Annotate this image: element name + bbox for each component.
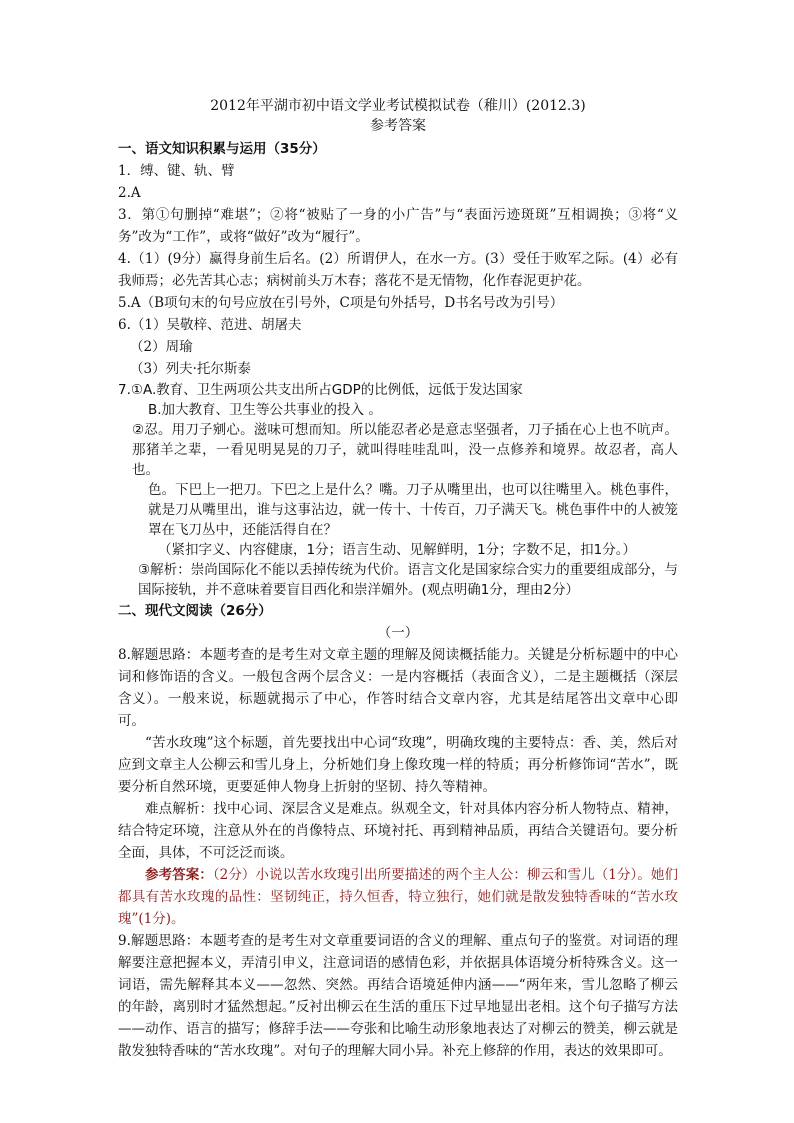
answer-7-2c: （紧扣字义、内容健康，1分；语言生动、见解鲜明，1分；字数不足，扣1分。） (158, 542, 637, 558)
answer-7-2b: 色。下巴上一把刀。下巴之上是什么？嘴。刀子从嘴里出，也可以往嘴里入。桃色事件，就是刀从嘴里出，谁与这事沾边，就一传十、十传百，刀子满天飞。桃色事件中的人被笼罩在飞刀丛中，还能活得自在？ (148, 482, 678, 538)
answer-7-2a: ②忍。用刀子剜心。滋味可想而知。所以能忍者必是意志坚强者，刀子插在心上也不吭声。那猪羊之辈，一看见明晃晃的刀子，就叫得哇哇乱叫，没一点修养和境界。故忍者，高人也。 (132, 422, 678, 478)
answer-6-1: 6.（1）吴敬梓、范进、胡屠夫 (118, 317, 302, 333)
reference-answer-text: （2分）小说以苦水玫瑰引出所要描述的两个主人公：柳云和雪儿（1分）。她们都具有苦水玫瑰的品性：坚韧纯正，持久恒香，特立独行，她们就是散发独特香味的“苦水玫瑰”(1分)。 (118, 867, 678, 927)
document-subtitle: 参考答案 (370, 118, 426, 134)
answer-4: 4.（1）(9分）赢得身前生后名。(2）所谓伊人，在水一方。(3）受任于败军之际。(4）必有我师焉；必先苦其心志；病树前头万木春；落花不是无情物，化作春泥更护花。 (118, 251, 678, 289)
answer-7-1a: 7.①A.教育、卫生两项公共支出所占GDP的比例低，远低于发达国家 (118, 382, 523, 398)
answer-9: 9.解题思路：本题考查的是考生对文章重要词语的含义的理解、重点句子的鉴赏。对词语的理解要注意把握本义，弄清引申义，注意词语的感情色彩，并依据具体语境分析特殊含义。这一词语，需先解释其本义——忽然、突然。再结合语境延伸内涵——“两年来，雪儿忽略了柳云的年龄，离别时才猛然想起。”反衬出柳云在生活的重压下过早地显出老相。这个句子描写方法——动作、语言的描写；修辞手法——夸张和比喻生动形象地表达了对柳云的赞美，柳云就是散发独特香味的“苦水玫瑰”。对句子的理解大同小异。补充上修辞的作用，表达的效果即可。 (118, 933, 678, 1059)
answer-6-3: （3）列夫·托尔斯泰 (130, 361, 251, 377)
answer-5: 5.A（B项句末的句号应放在引号外，C项是句外括号，D书名号改为引号） (118, 295, 564, 311)
answer-8-reference (118, 864, 678, 930)
answer-8-paragraph-3: 难点解析：找中心词、深层含义是难点。纵观全文，针对具体内容分析人物特点、精神，结合特定环境，注意从外在的肖像特点、环境衬托、再到精神品质，再结合关键语句。要分析全面，具体，不可泛泛而谈。 (118, 801, 678, 861)
document-page (118, 96, 678, 1062)
document-title: 2012年平湖市初中语文学业考试模拟试卷（稚川）(2012.3) (210, 98, 586, 114)
section-heading-1: 一、语文知识积累与运用（35分） (118, 141, 326, 157)
answer-1: 1．缚、键、轨、臂 (118, 163, 235, 179)
reference-answer-label: 参考答案： (145, 867, 213, 883)
answer-7-1b: B.加大教育、卫生等公共事业的投入 。 (148, 402, 382, 418)
answer-6-2: （2）周瑜 (130, 339, 193, 355)
answer-2: 2.A (118, 185, 141, 201)
answer-7-3: ③解析：崇尚国际化不能以丢掉传统为代价。语言文化是国家综合实力的重要组成部分，与国际接轨，并不意味着要盲目西化和崇洋媚外。(观点明确1分，理由2分） (138, 562, 678, 598)
part-heading: （一） (377, 625, 419, 641)
section-heading-2: 二、现代文阅读（26分） (118, 603, 272, 619)
answer-8-paragraph-2: “苦水玫瑰”这个标题，首先要找出中心词“玫瑰”，明确玫瑰的主要特点：香、美，然后对应到文章主人公柳云和雪儿身上，分析她们身上像玫瑰一样的特质；再分析修饰词“苦水”，既要分析自然环境，更要延伸人物身上折射的坚韧、持久等精神。 (118, 735, 678, 795)
answer-8-intro: 8.解题思路：本题考查的是考生对文章主题的理解及阅读概括能力。关键是分析标题中的中心词和修饰语的含义。一般包含两个层含义：一是内容概括（表面含义），二是主题概括（深层含义）。一般来说，标题就揭示了中心，作答时结合文章内容，尤其是结尾答出文章中心即可。 (118, 647, 678, 729)
answer-3: 3．第①句删掉“难堪”；②将“被贴了一身的小广告”与“表面污迹斑斑”互相调换；③将“义务”改为“工作”，或将“做好”改为“履行”。 (118, 207, 678, 245)
